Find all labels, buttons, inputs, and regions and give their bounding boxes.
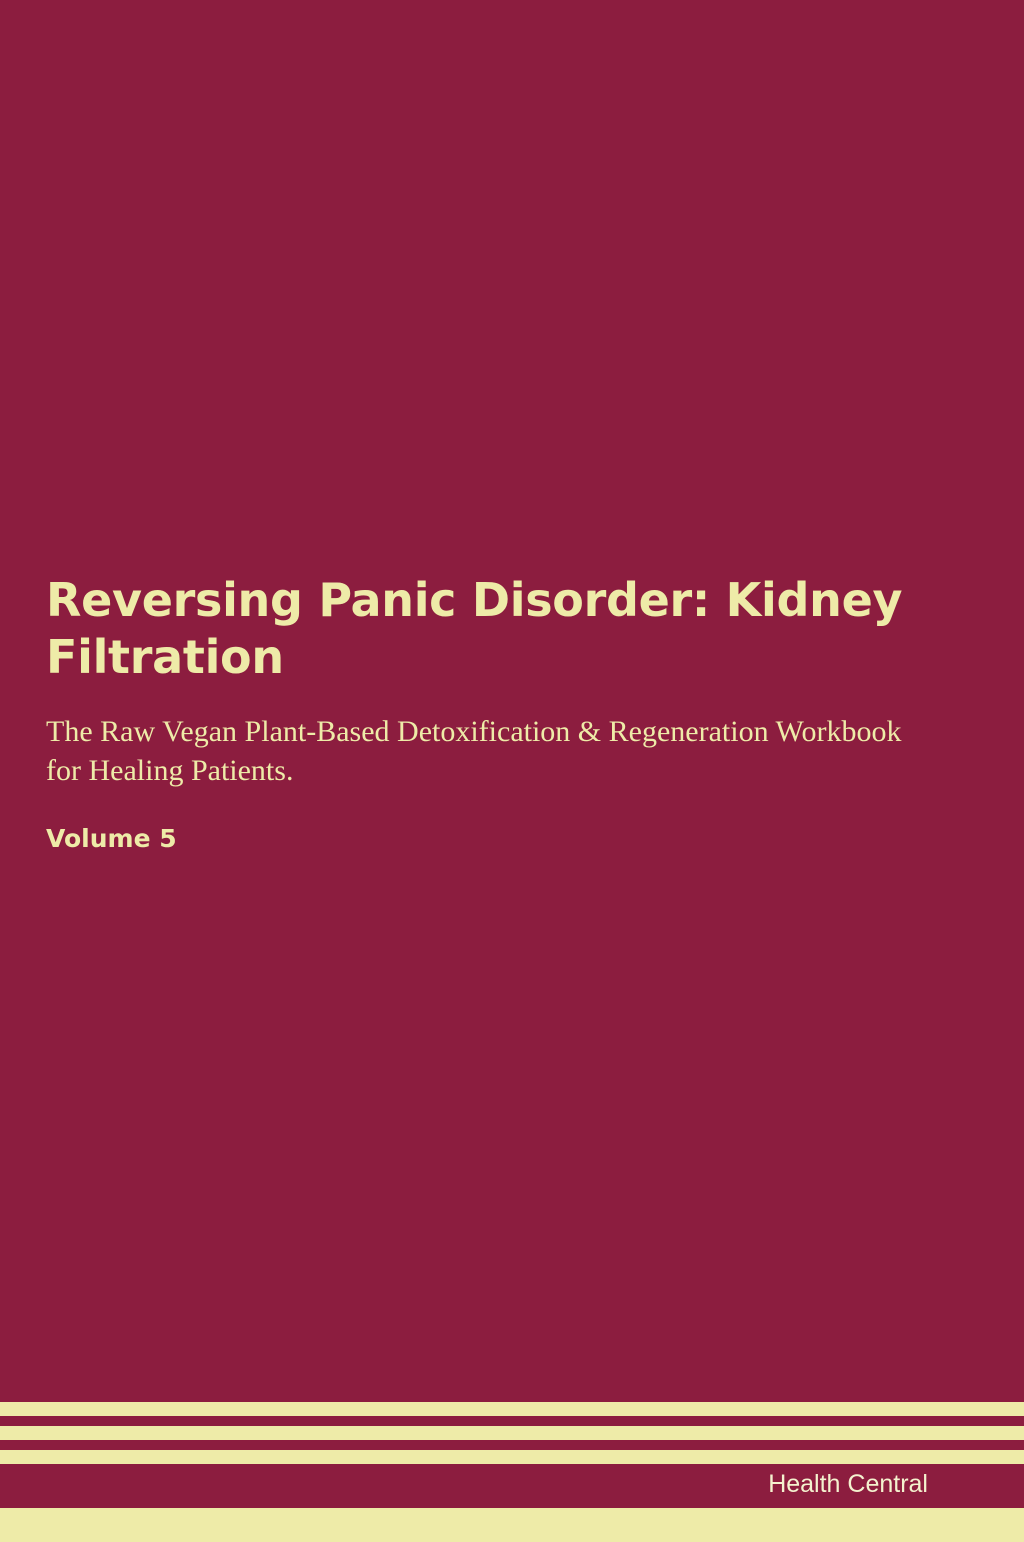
stripe-cream-1 <box>0 1402 1024 1416</box>
cover-subtitle: The Raw Vegan Plant-Based Detoxification & Regeneration Workbook for Healing Patients. <box>46 715 902 788</box>
cover-text-block <box>46 572 946 853</box>
stripe-maroon-1 <box>0 1416 1024 1426</box>
stripe-cream-2 <box>0 1426 1024 1440</box>
stripe-cream-3 <box>0 1450 1024 1464</box>
volume-label: Volume 5 <box>46 824 177 854</box>
bottom-stripe-band <box>0 1402 1024 1542</box>
stripe-maroon-2 <box>0 1440 1024 1450</box>
page-title: Reversing Panic Disorder: Kidney Filtration <box>46 573 903 685</box>
publisher-row <box>0 1464 1024 1508</box>
stripe-cream-4 <box>0 1508 1024 1542</box>
publisher-name: Health Central <box>768 1470 928 1498</box>
